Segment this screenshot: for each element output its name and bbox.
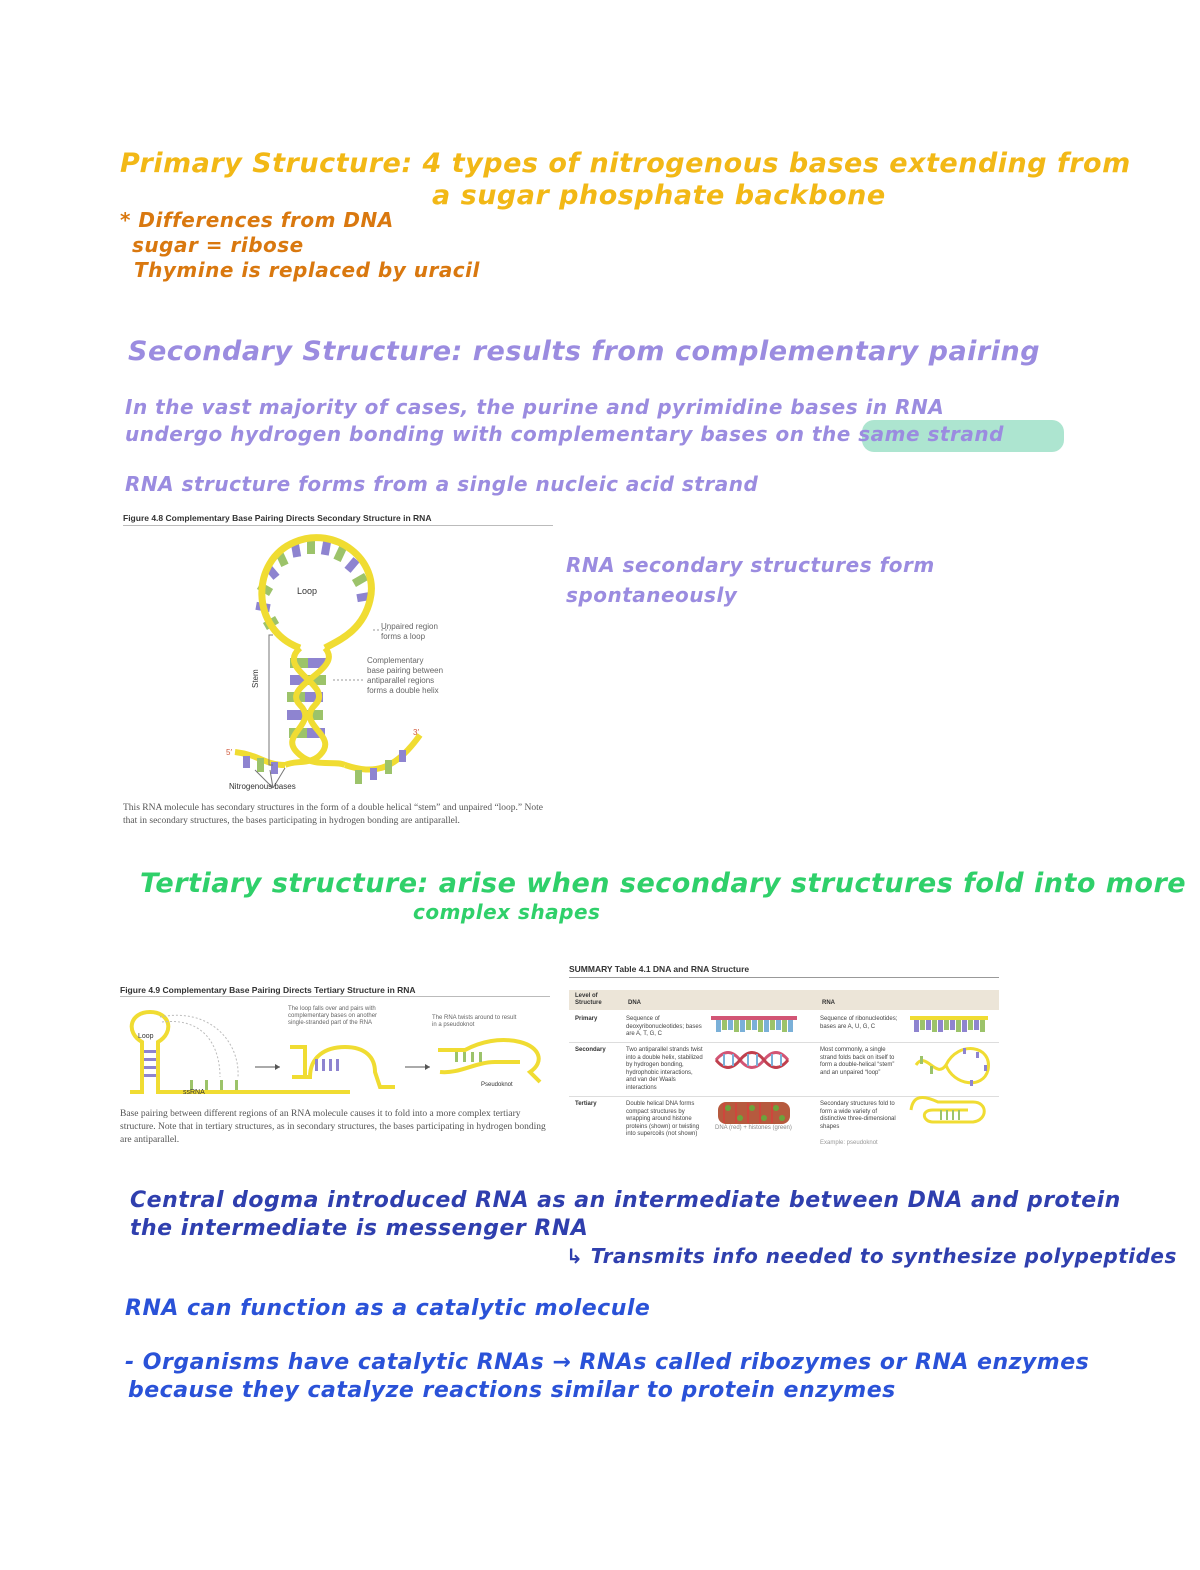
fig48-complementary-3: antiparallel regions: [367, 676, 435, 685]
fig49-pseudoknot-label: Pseudoknot: [481, 1082, 513, 1088]
summary-row-tertiary-level: Tertiary: [575, 1101, 597, 1107]
fig49-loop-label: Loop: [138, 1033, 154, 1040]
summary-col-rna: RNA: [822, 1000, 835, 1006]
fig48-three-prime: 3′: [413, 728, 419, 737]
fig48-stem-label: Stem: [251, 669, 260, 688]
fig48-complementary-4: forms a double helix: [367, 686, 439, 695]
difference-thymine: Thymine is replaced by uracil: [134, 258, 480, 282]
figure-4-9-title: Figure 4.9 Complementary Base Pairing Directs Tertiary Structure in RNA: [120, 985, 416, 995]
rna-secondary-structure-illustration: [215, 530, 465, 800]
summary-table-title: SUMMARY Table 4.1 DNA and RNA Structure: [569, 964, 750, 974]
fig48-nitrogenous-label: Nitrogenous bases: [229, 782, 296, 791]
fig49-note-1-line-3: single-stranded part of the RNA: [288, 1020, 373, 1026]
summary-row-primary-level: Primary: [575, 1016, 598, 1022]
summary-row-secondary-dna: Two antiparallel strands twist into a double helix, stabilized by hydrogen bonding, hydrophobic interactions, and van der Waals interactions: [626, 1047, 703, 1091]
fig48-unpaired-2: forms a loop: [381, 632, 426, 641]
summary-row-secondary-level: Secondary: [575, 1047, 606, 1053]
summary-table-illustrations: [708, 1010, 1003, 1140]
fig48-caption-1: This RNA molecule has secondary structures in the form of a double helical “stem” and unpaired “loop.” Note: [123, 803, 543, 813]
secondary-structure-heading: Secondary Structure: results from complementary pairing: [128, 336, 1041, 367]
summary-row-primary-dna: Sequence of deoxyribonucleotides; bases are A, T, G, C: [626, 1016, 702, 1037]
fig48-unpaired-1: Unpaired region: [381, 622, 438, 631]
fig49-caption-2: structure. Note that in tertiary structures, as in secondary structures, the bases participating in hydrogen bonding: [120, 1122, 546, 1132]
central-dogma-line-2: the intermediate is messenger RNA: [130, 1216, 589, 1241]
fig49-note-2-line-2: in a pseudoknot: [432, 1022, 475, 1028]
secondary-body-line-1: In the vast majority of cases, the purine and pyrimidine bases in RNA: [125, 395, 945, 419]
summary-row-secondary-rna: Most commonly, a single strand folds back on itself to form a double-helical “stem” and an unpaired “loop”: [820, 1047, 895, 1076]
difference-sugar: sugar = ribose: [132, 233, 304, 257]
fig49-note-2-line-1: The RNA twists around to result: [432, 1015, 517, 1021]
fig48-five-prime: 5′: [226, 748, 232, 757]
fig49-caption-3: are antiparallel.: [120, 1135, 180, 1145]
figure-4-8-title: Figure 4.8 Complementary Base Pairing Directs Secondary Structure in RNA: [123, 513, 432, 523]
fig49-note-1-line-2: complementary bases on another: [288, 1013, 378, 1019]
secondary-body-line-3: RNA structure forms from a single nucleic acid strand: [125, 472, 759, 496]
summary-dna-histone-note: DNA (red) + histones (green): [715, 1125, 792, 1131]
fig49-caption-1: Base pairing between different regions of an RNA molecule causes it to fold into a more complex tertiary: [120, 1109, 521, 1119]
central-dogma-line-1: Central dogma introduced RNA as an intermediate between DNA and protein: [130, 1188, 1121, 1213]
central-dogma-line-3: ↳ Transmits info needed to synthesize polypeptides: [566, 1244, 1177, 1268]
summary-row-tertiary-dna: Double helical DNA forms compact structures by wrapping around histone proteins (shown) or twisting into supercoils (not shown): [626, 1101, 700, 1137]
secondary-body-line-2: undergo hydrogen bonding with complementary bases on the same strand: [125, 422, 1004, 446]
summary-col-level: Level of Structure: [575, 993, 602, 1006]
tertiary-structure-continuation: complex shapes: [413, 900, 601, 924]
catalytic-line-2: - Organisms have catalytic RNAs → RNAs called ribozymes or RNA enzymes: [125, 1350, 1090, 1375]
fig48-loop-label: Loop: [297, 586, 318, 596]
fig48-complementary-1: Complementary: [367, 656, 424, 665]
summary-rna-pseudoknot-note: Example: pseudoknot: [820, 1140, 878, 1146]
catalytic-heading: RNA can function as a catalytic molecule: [125, 1296, 651, 1321]
side-note-line-2: spontaneously: [566, 583, 738, 607]
primary-structure-heading: Primary Structure: 4 types of nitrogenous bases extending from: [120, 148, 1131, 179]
figure-4-8-rule: [123, 525, 553, 526]
fig48-caption-2: that in secondary structures, the bases participating in hydrogen bonding are antiparallel.: [123, 816, 460, 826]
fig49-note-1-line-1: The loop falls over and pairs with: [288, 1006, 376, 1012]
differences-header: * Differences from DNA: [120, 208, 394, 232]
side-note-line-1: RNA secondary structures form: [566, 553, 935, 577]
summary-row-primary-rna: Sequence of ribonucleotides; bases are A, U, G, C: [820, 1016, 898, 1030]
primary-structure-continuation: a sugar phosphate backbone: [432, 180, 886, 211]
summary-row-tertiary-rna: Secondary structures fold to form a wide variety of distinctive three-dimensional shapes: [820, 1101, 896, 1130]
fig49-ssrna-label: ssRNA: [183, 1089, 205, 1096]
figure-4-9-rule: [120, 996, 550, 997]
fig48-complementary-2: base pairing between: [367, 666, 444, 675]
tertiary-structure-heading: Tertiary structure: arise when secondary structures fold into more: [140, 868, 1187, 899]
summary-table-rule: [569, 977, 999, 978]
summary-col-dna: DNA: [628, 1000, 641, 1006]
catalytic-line-3: because they catalyze reactions similar to protein enzymes: [128, 1378, 896, 1403]
